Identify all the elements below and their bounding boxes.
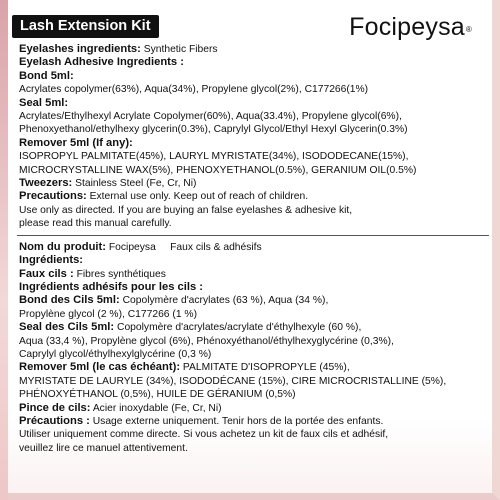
english-section: [19, 43, 484, 231]
en-seal-heading: Seal 5ml:: [19, 96, 69, 109]
en-precautions: Precautions: External use only. Keep out of reach of children.: [19, 190, 309, 203]
en-precautions-text-2: Use only as directed. If you are buying an false eyelashes & adhesive kit,: [19, 204, 353, 216]
en-seal-text-1: Acrylates/Ethylhexyl Acrylate Copolymer(60%), Aqua(33.4%), Propylene glycol(6%),: [19, 111, 402, 123]
fr-seal-text-2: Aqua (33,4 %), Propylène glycol (6%), Phénoxyéthanol/éthylhexyglycérine (0,3%),: [19, 335, 394, 347]
en-adhesive-heading: Eyelash Adhesive Ingredients :: [19, 56, 184, 69]
french-section: [19, 241, 484, 456]
fr-bond-text-2: Propylène glycol (2 %), C177266 (1 %): [19, 308, 197, 320]
product-title-badge: Lash Extension Kit: [12, 15, 159, 38]
fr-lashes: Faux cils : Fibres synthétiques: [19, 267, 166, 280]
fr-seal-text-3: Caprylyl glycol/éthylhexylglycérine (0,3 %): [19, 348, 212, 360]
en-remover-heading: Remover 5ml (If any):: [19, 136, 133, 149]
fr-adhesive-heading: Ingrédients adhésifs pour les cils :: [19, 280, 204, 293]
en-seal-text-2: Phenoxyethanol/ethylhexy glycerin(0.3%), Caprylyl Glycol/Ethyl Hexyl Glycerin(0.3%): [19, 124, 408, 136]
en-remover-text-2: MICROCRYSTALLINE WAX(5%), PHENOXYETHANOL(0.5%), GERANIUM OIL(0.5%): [19, 164, 417, 176]
fr-precautions: Précautions : Usage externe uniquement. Tenir hors de la portée des enfants.: [19, 414, 384, 427]
fr-product-name: Nom du produit: Focipeysa Faux cils & adhésifs: [19, 240, 262, 253]
fr-bond: Bond des Cils 5ml: Copolymère d'acrylates (63 %), Aqua (34 %),: [19, 294, 329, 307]
en-remover-text-1: ISOPROPYL PALMITATE(45%), LAURYL MYRISTATE(34%), ISODODECANE(15%),: [19, 151, 409, 163]
en-tweezers: Tweezers: Stainless Steel (Fe, Cr, Ni): [19, 177, 197, 190]
section-divider: [17, 235, 489, 236]
fr-ingredients-heading: Ingrédients:: [19, 254, 84, 267]
fr-precautions-text-3: veuillez lire ce manuel attentivement.: [19, 442, 188, 454]
fr-seal: Seal des Cils 5ml: Copolymère d'acrylates/acrylate d'éthylhexyle (60 %),: [19, 321, 362, 334]
en-precautions-text-3: please read this manual carefully.: [19, 218, 172, 230]
en-lash-ingredients: Eyelashes ingredients: Synthetic Fibers: [19, 43, 218, 55]
fr-remover-text-3: PHÉNOXYÉTHANOL (0,5%), HUILE DE GÉRANIUM (0,5%): [19, 389, 296, 401]
fr-precautions-text-2: Utiliser uniquement comme directe. Si vous achetez un kit de faux cils et adhésif,: [19, 429, 389, 441]
brand-name: Focipeysa: [349, 13, 465, 41]
brand-logo: [349, 12, 472, 42]
fr-remover: Remover 5ml (le cas échéant): PALMITATE D'ISOPROPYLE (45%),: [19, 361, 350, 374]
fr-tweezers: Pince de cils: Acier inoxydable (Fe, Cr, Ni): [19, 401, 222, 414]
en-bond-heading: Bond 5ml:: [19, 69, 74, 82]
registered-mark: ®: [465, 25, 472, 34]
ingredients-panel: [19, 43, 484, 455]
en-bond-text: Acrylates copolymer(63%), Aqua(34%), Propylene glycol(2%), C177266(1%): [19, 84, 369, 96]
fr-remover-text-2: MYRISTATE DE LAURYLE (34%), ISODODÉCANE (15%), CIRE MICROCRISTALLINE (5%),: [19, 375, 447, 387]
